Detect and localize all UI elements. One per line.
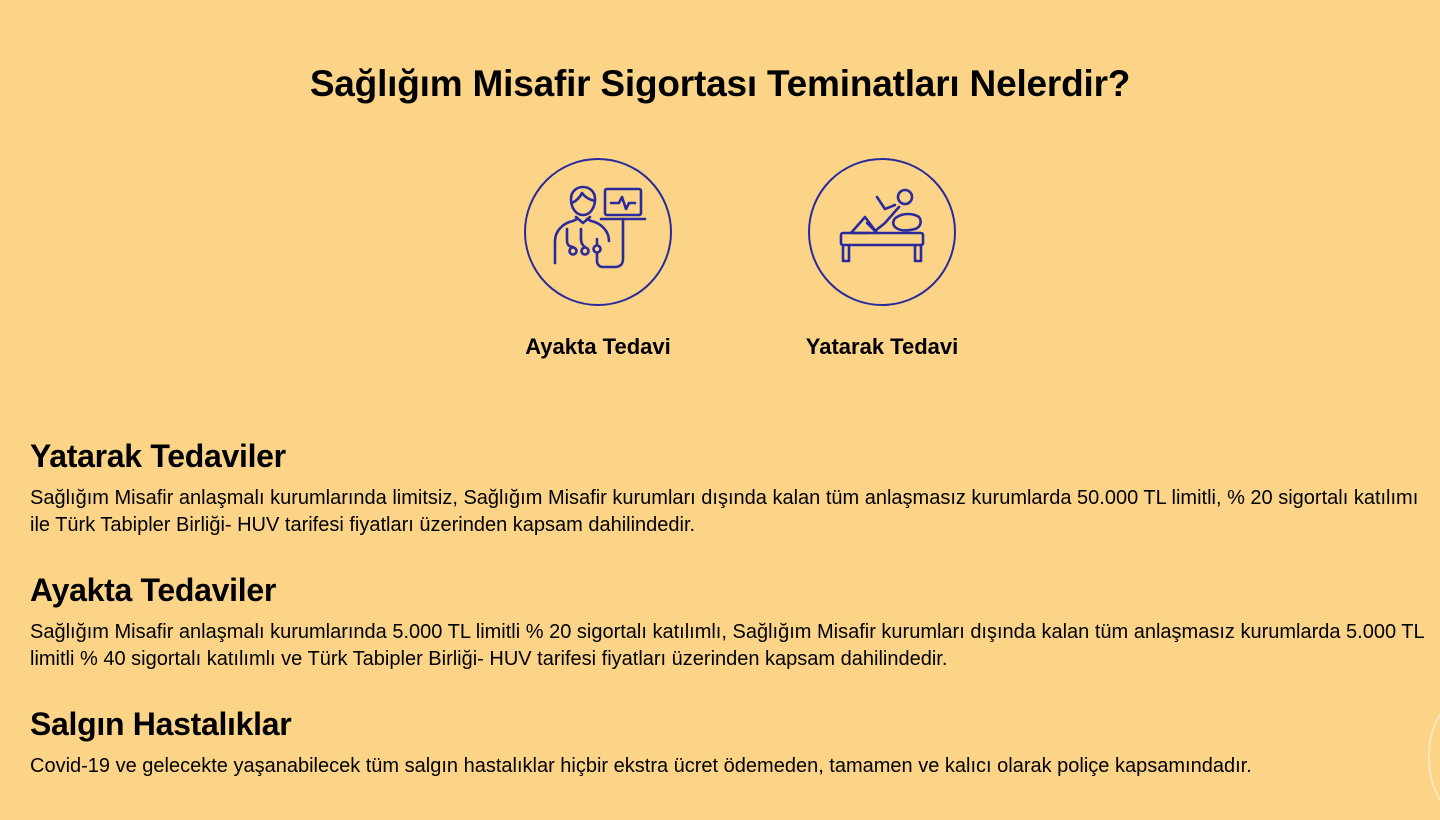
section-epidemic: [30, 706, 1430, 780]
section-text: Covid-19 ve gelecekte yaşanabilecek tüm salgın hastalıklar hiçbir ekstra ücret ödemeden, tamamen ve kalıcı olarak poliçe kapsamındadır.: [30, 755, 1252, 777]
section-text: Sağlığım Misafir anlaşmalı kurumlarında 5.000 TL limitli % 20 sigortalı katılımlı, Sağlığım Misafir kurumları dışında kalan tüm anlaşmasız kurumlarda 5.000 TL limitli % 40 sigortalı katılımlı ve Türk Tabipler Birliği- HUV tarifesi fiyatları üzerinden kapsam dahilindedir.: [30, 621, 1424, 670]
feature-inpatient: [772, 158, 992, 360]
section-text: Sağlığım Misafir anlaşmalı kurumlarında limitsiz, Sağlığım Misafir kurumları dışında kalan tüm anlaşmasız kurumlarda 50.000 TL limitli, % 20 sigortalı katılımı ile Türk Tabipler Birliği- HUV tarifesi fiyatları üzerinden kapsam dahilindedir.: [30, 487, 1419, 536]
section-heading: Salgın Hastalıklar: [30, 706, 292, 742]
section-inpatient: [30, 438, 1430, 539]
feature-icon-circle: [524, 158, 672, 306]
feature-label: Ayakta Tedavi: [525, 334, 671, 359]
feature-label: Yatarak Tedavi: [805, 334, 959, 359]
patient-bed-icon: [827, 177, 937, 287]
section-heading: Yatarak Tedaviler: [30, 438, 286, 474]
feature-outpatient: [488, 158, 708, 360]
feature-icon-circle: [808, 158, 956, 306]
doctor-monitor-icon: [543, 177, 653, 287]
section-outpatient: [30, 572, 1430, 673]
page-title: Sağlığım Misafir Sigortası Teminatları Nelerdir?: [309, 62, 1131, 104]
section-heading: Ayakta Tedaviler: [30, 572, 276, 608]
